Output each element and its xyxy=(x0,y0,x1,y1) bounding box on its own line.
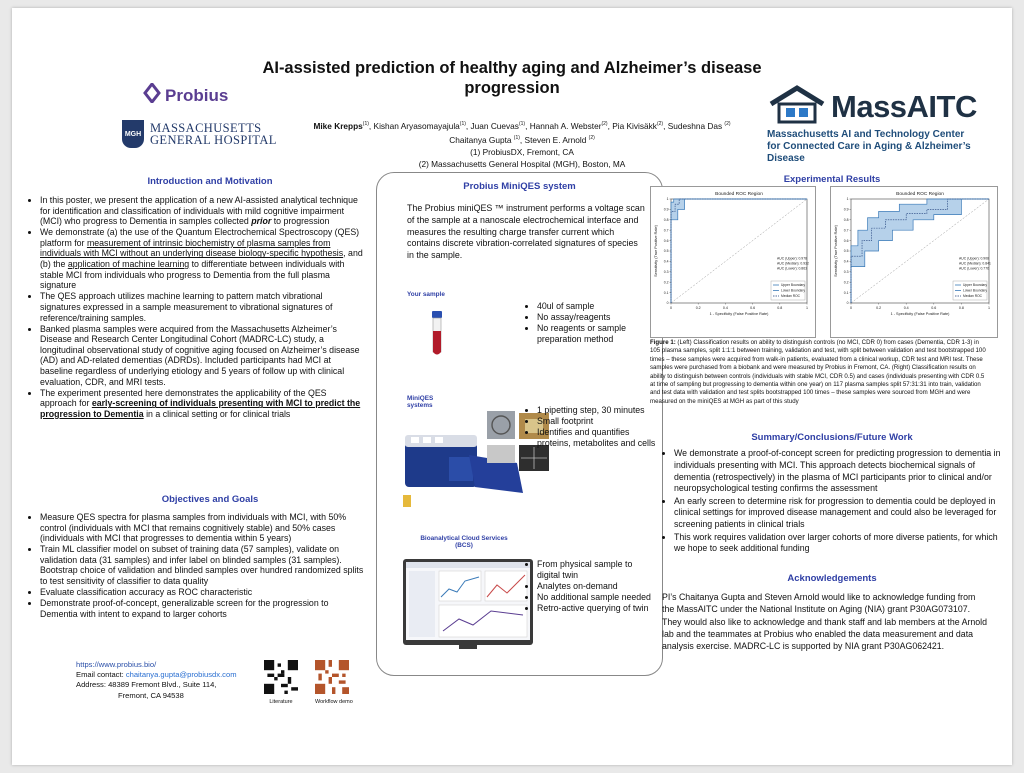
bcs-feature: • From physical sample to digital twin xyxy=(537,559,657,580)
authors-line2: Chaitanya Gupta $^{(1)}$, Steven E. Arnold $^{(2)}$ xyxy=(449,134,595,145)
y-tick-label: 1 xyxy=(666,197,669,202)
x-tick-label: 0.4 xyxy=(903,306,909,310)
auc-annotation: AUC (Upper): 0.978 xyxy=(777,256,807,261)
y-axis-label: Sensitivity (True Positive Rate) xyxy=(654,225,658,277)
intro-section xyxy=(28,195,364,420)
y-tick-label: 0 xyxy=(666,301,669,306)
y-tick-label: 0.9 xyxy=(843,207,849,212)
x-tick-label: 0.8 xyxy=(958,306,964,310)
qr-code-icon xyxy=(264,660,298,694)
y-tick-label: 0.5 xyxy=(843,249,849,254)
mgh-name-line1: MASSACHUSETTS xyxy=(150,121,262,135)
summary-item: • This work requires validation over larger cohorts of more diverse patients, for which we hope to seek additional funding xyxy=(674,532,1002,556)
auc-annotation: AUC (Lower): 0.776 xyxy=(959,266,989,271)
address-line2: Fremont, CA 94538 xyxy=(118,690,184,700)
objective-item: • Evaluate classification accuracy as ROC characteristic xyxy=(40,587,364,598)
system-title: Probius MiniQES system xyxy=(463,181,576,192)
y-tick-label: 0.2 xyxy=(663,280,669,285)
your-sample-label: Your sample xyxy=(407,291,445,298)
intro-bullet-1: • In this poster, we present the application of a new AI-assisted analytical technique for identification and classification of individuals with mild cognitive impairment (MCI) who progress to Dementia in samples collected prior to progression xyxy=(40,195,364,227)
authors-block xyxy=(302,118,742,170)
ack-title: Acknowledgements xyxy=(787,573,877,584)
x-tick-label: 0.4 xyxy=(722,306,728,310)
summary-item: • An early screen to determine risk for progression to dementia could be deployed in clinical settings for improved disease management and could also be leveraged for screening patients in clinical trials xyxy=(674,496,1002,531)
y-tick-label: 0.9 xyxy=(663,207,669,212)
y-tick-label: 0.6 xyxy=(663,238,669,243)
sample-item: • No reagents or sample preparation method xyxy=(537,323,657,344)
mgh-shield-icon: MGH xyxy=(122,120,144,148)
massaitc-subtitle-2: for Connected Care in Aging & Alzheimer’s Disease xyxy=(767,141,971,164)
bcs-dashboard-image xyxy=(403,559,533,656)
x-tick-label: 0.6 xyxy=(931,306,937,310)
roc-chart-right-svg xyxy=(831,187,997,337)
chart-title: Bounded ROC Region xyxy=(896,192,944,197)
auc-annotation: AUC (Lower): 0.863 xyxy=(777,266,807,271)
sample-item: • 40ul of sample xyxy=(537,301,657,312)
auc-annotation: AUC (Median): 0.932 xyxy=(777,261,809,266)
objective-item: • Measure QES spectra for plasma samples from individuals with MCI, with 50% control (individuals with MCI that remains cognitively stable) and 50% cases (individuals with MCI that progresses to dementia within 5 years) xyxy=(40,512,364,544)
house-icon xyxy=(767,84,827,129)
y-tick-label: 0.1 xyxy=(663,290,669,295)
roc-chart-left-svg xyxy=(651,187,815,337)
chart-title: Bounded ROC Region xyxy=(715,192,763,197)
authors-line1: Mike Krepps$^{(1)}$, Kishan Aryasomayajula$^{(1)}$, Juan Cuevas$^{(1)}$, Hannah A. Webster$^{(2)}$, Pia Kivisäkk$^{(2)}$, Sudeshna Das $^{(2)}$ xyxy=(313,120,731,131)
miniqes-label: MiniQES systems xyxy=(407,395,434,409)
bcs-label: Bioanalytical Cloud Services (BCS) xyxy=(420,535,508,549)
qr-literature-label: Literature xyxy=(269,699,293,705)
y-tick-label: 0.8 xyxy=(843,218,849,222)
poster-title: AI-assisted prediction of healthy aging and Alzheimer’s disease progression xyxy=(262,59,762,97)
legend-label: Upper Boundary xyxy=(963,283,988,288)
y-tick-label: 0.4 xyxy=(663,259,669,264)
qr-literature[interactable] xyxy=(264,660,298,705)
sample-item: • No assay/reagents xyxy=(537,312,657,323)
intro-bullet-2: • We demonstrate (a) the use of the Quantum Electrochemical Spectroscopy (QES) platform for measurement of intrinsic biochemistry of plasma samples from individuals with MCI without an underlying disease biology-specific hypothesis, and (b) the application of machine learning to differentiate between individuals with stable MCI from individuals who progress to Dementia from the full plasma signature xyxy=(40,227,364,291)
roc-chart-left xyxy=(650,186,816,338)
y-axis-label: Sensitivity (True Positive Rate) xyxy=(834,225,838,277)
affiliation-2: (2) Massachusetts General Hospital (MGH), Boston, MA xyxy=(418,158,626,169)
legend-label: Lower Boundary xyxy=(963,288,988,293)
x-tick-label: 1 xyxy=(988,306,990,310)
probius-logo: Probius xyxy=(143,83,228,108)
poster xyxy=(12,8,1012,765)
objective-item: • Train ML classifier model on subset of training data (57 samples), validate on validation data (31 samples) and infer label on blinded samples (31 samples). Bootstrap choice of validation and blinded samples over hundred randomized splits to test sensitivity of classifier to data quality xyxy=(40,544,364,586)
figure-caption: Figure 1: (Left) Classification results on ability to distinguish controls (no MCI, CDR 0) from cases (Dementia, CDR 1-3) in 105 plasma samples, split 1:1:1 between training, validation and test, with split between validation and test bootstrapped 100 times – these samples were acquired from walk-in patients, evaluated from a clinical workup, CDR test and MRI test. These samples were purchased from a biobank and were measured by Probius in Fremont, CA. (Right) Classification results on ability to distinguish between controls (individuals with stable MCI, CDR 0.5) and cases (individuals presenting with CDR 0.5 at time of sampling but progressing to dementia within one year) on 117 plasma samples split 57:31:31 into train, validation and test data with validation and test splits bootstrapped 100 times – these samples were sourced from MGH and were measured on the miniQES at MGH as part of this study xyxy=(650,339,986,405)
intro-bullet-4: • Banked plasma samples were acquired from the Massachusetts Alzheimer’s Disease and Research Center Longitudinal Cohort (MADRC-LC) study, a longitudinal observational study of cognitive aging focused on Alzheimer’s disease (AD) and AD-related dementias (ADRDs). Included participants had MCI at baseline regardless of underlying etiology and 5 years of follow up with clinical evaluation, CDR, and MRI tests. xyxy=(40,324,364,388)
legend-label: Median ROC xyxy=(781,294,801,299)
bcs-feature: • No additional sample needed xyxy=(537,592,657,603)
y-tick-label: 0 xyxy=(846,301,849,306)
contact-block xyxy=(76,660,276,701)
x-tick-label: 0.2 xyxy=(876,306,882,310)
massaitc-name: MassAITC xyxy=(831,88,977,124)
intro-bullet-5: • The experiment presented here demonstrates the applicability of the QES approach for early-screening of individuals presenting with MCI to predict the progression to Dementia in a clinical setting or for clinical trials xyxy=(40,388,364,420)
sample-list xyxy=(525,301,657,345)
qr-code-icon xyxy=(315,660,349,694)
y-tick-label: 0.1 xyxy=(843,290,849,295)
x-tick-label: 0.6 xyxy=(750,306,756,310)
y-tick-label: 0.3 xyxy=(843,270,849,274)
roc-chart-right xyxy=(830,186,998,338)
qr-workflow-label: Workflow demo xyxy=(315,699,353,705)
intro-bullet-3: • The QES approach utilizes machine learning to pattern match vibrational signatures expressed in a sample measurement to vibrational signatures of reference/training samples. xyxy=(40,291,364,323)
x-tick-label: 1 xyxy=(806,306,808,310)
x-tick-label: 0.2 xyxy=(695,306,701,310)
auc-annotation: AUC (Upper): 0.908 xyxy=(959,256,989,261)
qr-workflow-demo[interactable] xyxy=(315,660,353,705)
email-line: Email contact: chaitanya.gupta@probiusdx.com xyxy=(76,670,237,680)
summary-title: Summary/Conclusions/Future Work xyxy=(751,432,913,443)
miniqes-feature: • 1 pipetting step, 30 minutes xyxy=(537,405,663,416)
miniqes-features-list xyxy=(525,405,663,449)
miniqes-system-panel xyxy=(376,172,663,676)
legend-label: Upper Boundary xyxy=(781,283,806,288)
objectives-section xyxy=(28,512,364,620)
x-axis-label: 1 - Specificity (False Positive Rate) xyxy=(890,312,950,316)
massaitc-logo xyxy=(767,84,997,165)
objective-item: • Demonstrate proof-of-concept, generalizable screen for the progression to Dementia with intent to expand to larger cohorts xyxy=(40,598,364,619)
objectives-title: Objectives and Goals xyxy=(161,494,259,505)
sample-tube-icon xyxy=(430,311,444,362)
y-tick-label: 1 xyxy=(846,197,849,202)
auc-annotation: AUC (Median): 0.841 xyxy=(959,261,991,266)
y-tick-label: 0.7 xyxy=(663,228,669,233)
miniqes-feature: • Identifies and quantifies proteins, metabolites and cells xyxy=(537,427,663,448)
bcs-feature: • Analytes on-demand xyxy=(537,581,657,592)
miniqes-feature: • Small footprint xyxy=(537,416,663,427)
bcs-features-list xyxy=(525,559,657,614)
summary-list xyxy=(662,448,1002,556)
y-tick-label: 0.7 xyxy=(843,228,849,233)
email-link[interactable]: chaitanya.gupta@probiusdx.com xyxy=(125,670,237,680)
legend-label: Median ROC xyxy=(963,294,983,299)
y-tick-label: 0.6 xyxy=(843,238,849,243)
affiliation-1: (1) ProbiusDX, Fremont, CA xyxy=(470,146,574,157)
y-tick-label: 0.4 xyxy=(843,259,849,264)
ack-text: PI’s Chaitanya Gupta and Steven Arnold would like to acknowledge funding from the MassAITC under the National Institute on Aging (NIA) grant P30AG073107. They would also like to acknowledge and thank staff and lab members at the Arnold lab and the teammates at Probius who enabled the data measurement and data analysis exercise. MADRC-LC is supported by NIA grant P30AG062421. xyxy=(662,592,988,652)
summary-item: • We demonstrate a proof-of-concept screen for predicting progression to dementia in individuals presenting with MCI. This approach detects biochemical signals of dementia (retrospectively) in the plasma of MCI participants prior to clinical and/or neuropsychological testing confirms the assessment xyxy=(674,448,1002,495)
x-axis-label: 1 - Specificity (False Positive Rate) xyxy=(709,312,769,316)
y-tick-label: 0.2 xyxy=(843,280,849,285)
massaitc-subtitle-1: Massachusetts AI and Technology Center xyxy=(767,129,965,140)
x-tick-label: 0 xyxy=(670,306,672,310)
results-title: Experimental Results xyxy=(783,174,881,185)
x-tick-label: 0 xyxy=(850,306,852,310)
intro-title: Introduction and Motivation xyxy=(147,176,273,187)
x-tick-label: 0.8 xyxy=(777,306,783,310)
bcs-feature: • Retro-active querying of twin xyxy=(537,603,657,614)
legend-label: Lower Boundary xyxy=(781,288,806,293)
mgh-logo xyxy=(122,120,277,148)
website-link[interactable]: https://www.probius.bio/ xyxy=(76,660,157,669)
mgh-name-line2: GENERAL HOSPITAL xyxy=(150,133,277,147)
y-tick-label: 0.3 xyxy=(663,270,669,274)
y-tick-label: 0.8 xyxy=(663,218,669,222)
address-line1: Address: 48389 Fremont Blvd., Suite 114, xyxy=(76,680,217,690)
y-tick-label: 0.5 xyxy=(663,249,669,254)
probius-logo-icon xyxy=(143,83,161,108)
system-intro: The Probius miniQES ™ instrument performs a voltage scan of the sample at a nanoscale electrochemical interface and measures the resulting charge transfer current which contains discrete vibration-correlated signatures of species in the sample. xyxy=(407,203,645,261)
